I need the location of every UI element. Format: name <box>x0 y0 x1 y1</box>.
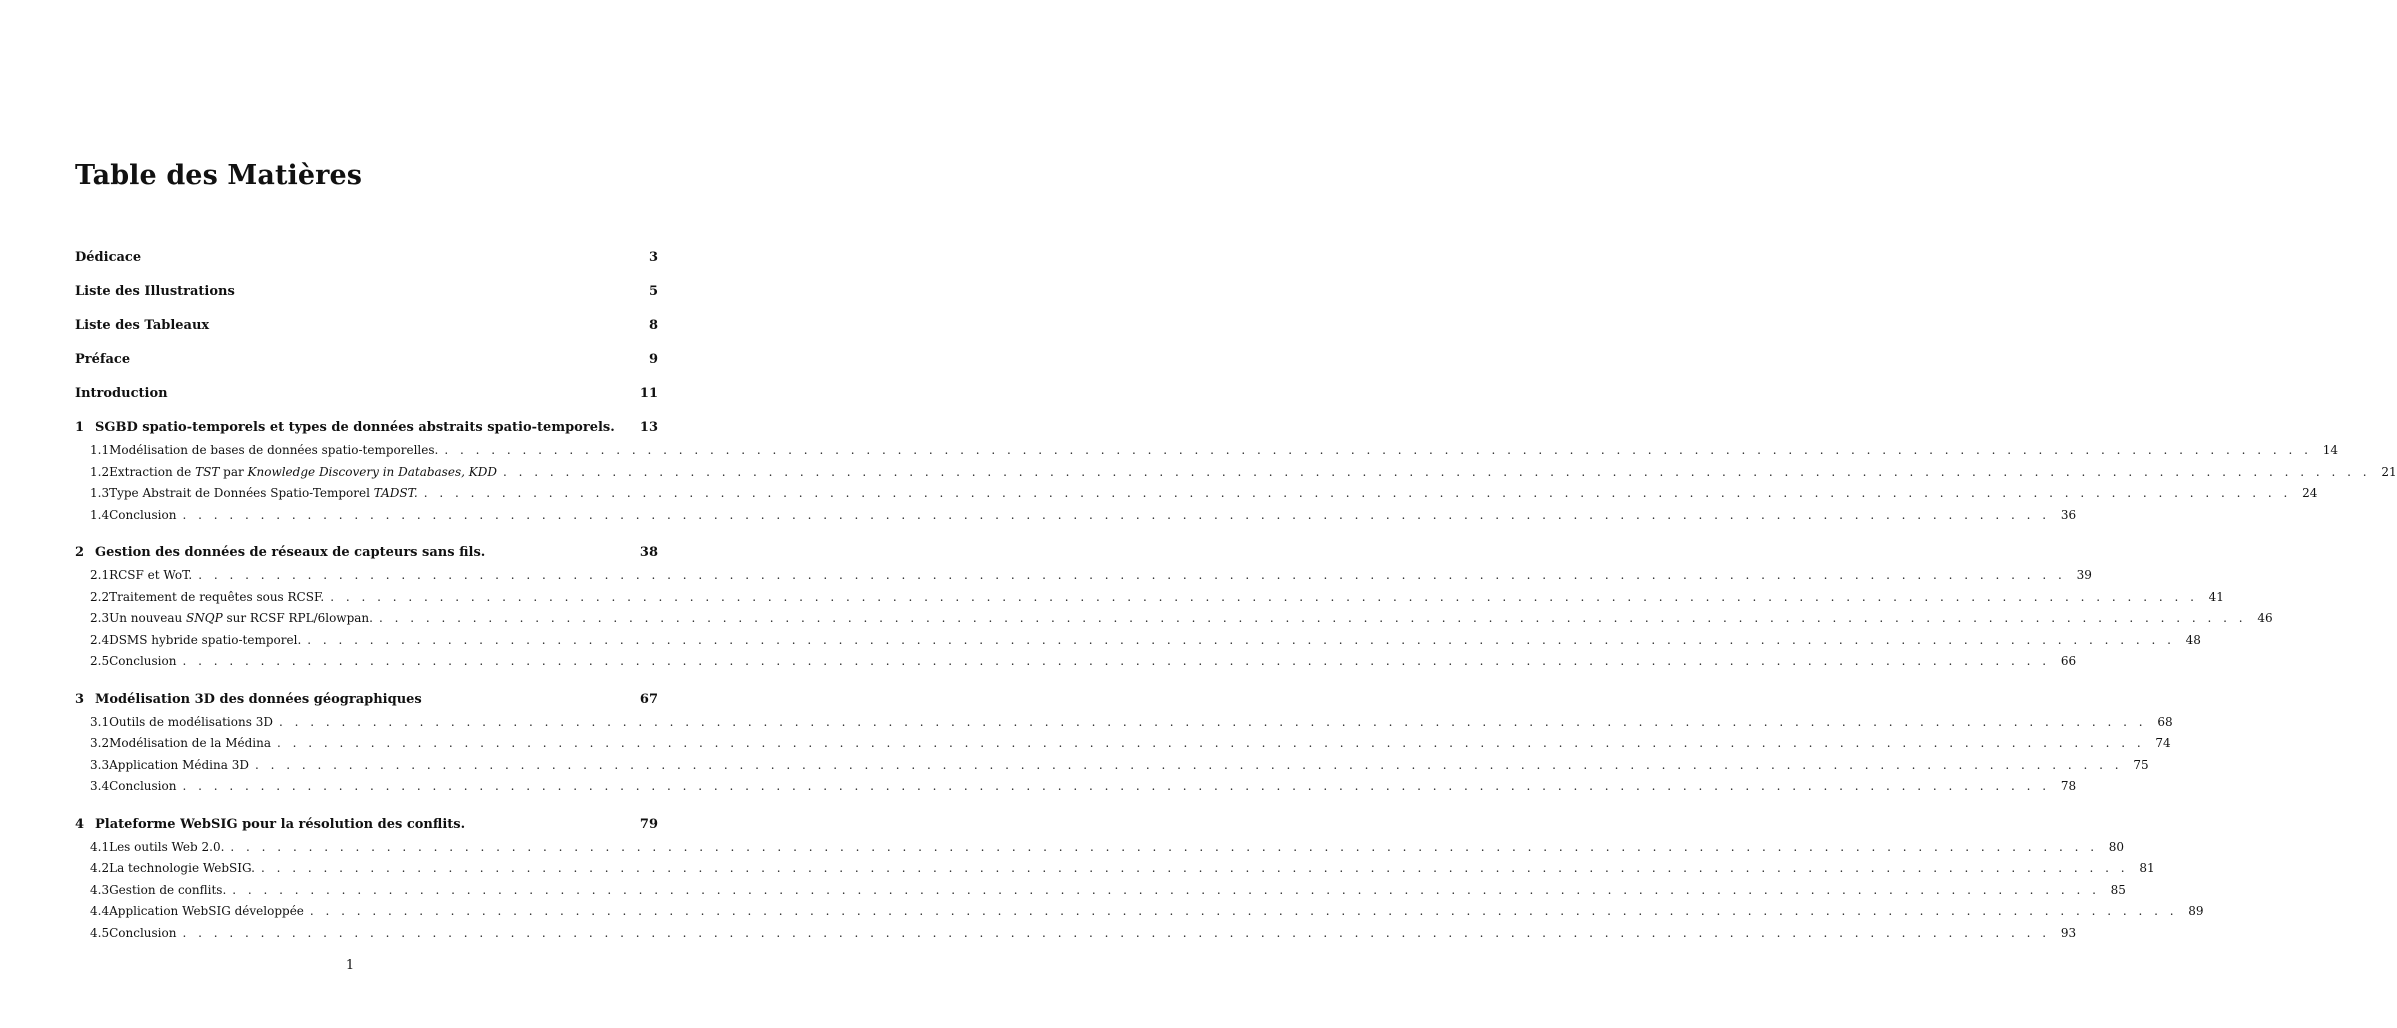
section-page: 81 <box>2139 861 2155 875</box>
section-page: 21 <box>2381 464 2397 479</box>
section-title-text: Conclusion <box>109 654 177 668</box>
page-title: Table des Matières <box>75 160 363 191</box>
section-number: 1.2 <box>90 464 110 479</box>
section-page: 68 <box>2157 714 2173 729</box>
toc-entry-preface[interactable] <box>75 352 658 386</box>
section-page: 36 <box>2060 507 2077 522</box>
section-title <box>109 590 324 604</box>
leader-dots: . . . . . . . . . . . . . . . . . . . . . . . . . . . . . . . . . . . . . . . . . . . . . . . . . . . . . . . . . . . . . . . . . . . . . . . . . . . . . . . . . . . . . . . . . . . . . . . . . . . . . . . . . . . . . . . . . . . . . . . . <box>278 714 2147 729</box>
section-number: 3.2 <box>90 736 110 750</box>
toc-entry-tableaux[interactable] <box>75 318 658 352</box>
leader-dots: . . . . . . . . . . . . . . . . . . . . . . . . . . . . . . . . . . . . . . . . . . . . . . . . . . . . . . . . . . . . . . . . . . . . . . . . . . . . . . . . . . . . . . . . . . . . . . . . . . . . . . . . . . . . . . . . . . . . . . . . <box>182 779 2051 793</box>
section-title-emphasis: TST <box>195 464 220 479</box>
table-of-contents <box>75 250 2397 947</box>
section-title <box>109 926 176 940</box>
section-page: 75 <box>2133 757 2149 772</box>
section-title-text: Les outils Web 2.0. <box>109 839 225 854</box>
leader-dots: . . . . . . . . . . . . . . . . . . . . . . . . . . . . . . . . . . . . . . . . . . . . . . . . . . . . . . . . . . . . . . . . . . . . . . . . . . . . . . . . . . . . . . . . . . . . . . . . . . . . . . . . . . . . . . . . . . . . . . . . <box>277 736 2145 750</box>
section-entry[interactable] <box>75 882 2126 905</box>
section-entry[interactable] <box>75 839 2125 862</box>
leader-dots: . . . . . . . . . . . . . . . . . . . . . . . . . . . . . . . . . . . . . . . . . . . . . . . . . . . . . . . . . . . . . . . . . . . . . . . . . . . . . . . . . . . . . . . . . . . . . . . . . . . . . . . . . . . . . . . . . . . . . . . . <box>309 904 2178 918</box>
leader-dots: . . . . . . . . . . . . . . . . . . . . . . . . . . . . . . . . . . . . . . . . . . . . . . . . . . . . . . . . . . . . . . . . . . . . . . . . . . . . . . . . . . . . . . . . . . . . . . . . . . . . . . . . . . . . . . . . . . . . . . . . <box>198 568 2066 582</box>
section-entry[interactable] <box>75 757 2149 780</box>
section-number: 2.4 <box>90 632 110 647</box>
toc-entry-page: 8 <box>648 318 658 333</box>
section-title <box>109 736 271 750</box>
leader-dots: . . . . . . . . . . . . . . . . . . . . . . . . . . . . . . . . . . . . . . . . . . . . . . . . . . . . . . . . . . . . . . . . . . . . . . . . . . . . . . . . . . . . . . . . . . . . . . . . . . . . . . . . . . . . . . . . . . . . . . . . <box>307 632 2175 647</box>
toc-entry-label: Introduction <box>75 386 168 401</box>
section-title <box>109 611 373 625</box>
chapter-spacer <box>75 529 658 545</box>
chapter-title: Modélisation 3D des données géographiques <box>95 691 422 707</box>
section-title <box>109 654 176 668</box>
section-number: 1.1 <box>90 443 110 457</box>
leader-dots: . . . . . . . . . . . . . . . . . . . . . . . . . . . . . . . . . . . . . . . . . . . . . . . . . . . . . . . . . . . . . . . . . . . . . . . . . . . . . . . . . . . . . . . . . . . . . . . . . . . . . . . . . . . . . . . . . . . . . . . . <box>182 654 2051 668</box>
section-title-text: RCSF et WoT. <box>109 568 193 582</box>
section-entry[interactable] <box>75 714 2173 737</box>
section-entry[interactable] <box>75 443 2338 465</box>
chapter-heading[interactable] <box>75 817 658 840</box>
section-page: 89 <box>2188 904 2204 918</box>
section-entry[interactable] <box>75 632 2201 655</box>
section-title <box>109 568 192 582</box>
chapter-number: 3 <box>75 691 85 707</box>
section-entry[interactable] <box>75 925 2077 948</box>
section-page: 93 <box>2060 925 2077 940</box>
section-number: 1.4 <box>90 507 110 522</box>
chapter-number: 1 <box>75 420 85 435</box>
section-title-text: Traitement de requêtes sous RCSF. <box>109 589 325 604</box>
section-title-text: Conclusion <box>109 507 177 522</box>
section-title-text: sur RCSF RPL/6lowpan. <box>222 611 373 625</box>
toc-entry-introduction[interactable] <box>75 386 658 420</box>
section-title-text: DSMS hybride spatio-temporel. <box>109 632 302 647</box>
toc-entry-label: Dédicace <box>75 250 142 265</box>
chapter-3 <box>75 691 2173 817</box>
section-title <box>109 758 249 772</box>
section-number: 2.1 <box>90 568 110 582</box>
section-entry[interactable] <box>75 486 2318 508</box>
toc-entry-page: 9 <box>648 352 658 367</box>
section-page: 46 <box>2257 611 2273 625</box>
section-entry[interactable] <box>75 611 2273 633</box>
chapter-2 <box>75 545 2273 692</box>
leader-dots: . . . . . . . . . . . . . . . . . . . . . . . . . . . . . . . . . . . . . . . . . . . . . . . . . . . . . . . . . . . . . . . . . . . . . . . . . . . . . . . . . . . . . . . . . . . . . . . . . . . . . . . . . . . . . . . . . . . . . . . . <box>330 589 2198 604</box>
leader-dots: . . . . . . . . . . . . . . . . . . . . . . . . . . . . . . . . . . . . . . . . . . . . . . . . . . . . . . . . . . . . . . . . . . . . . . . . . . . . . . . . . . . . . . . . . . . . . . . . . . . . . . . . . . . . . . . . . . . . . . . . <box>182 925 2051 940</box>
leader-dots: . . . . . . . . . . . . . . . . . . . . . . . . . . . . . . . . . . . . . . . . . . . . . . . . . . . . . . . . . . . . . . . . . . . . . . . . . . . . . . . . . . . . . . . . . . . . . . . . . . . . . . . . . . . . . . . . . . . . . . . . <box>423 486 2292 500</box>
section-number: 4.5 <box>90 925 110 940</box>
chapter-number: 4 <box>75 816 85 832</box>
section-title-text: Application WebSIG développée <box>109 904 304 918</box>
leader-dots: . . . . . . . . . . . . . . . . . . . . . . . . . . . . . . . . . . . . . . . . . . . . . . . . . . . . . . . . . . . . . . . . . . . . . . . . . . . . . . . . . . . . . . . . . . . . . . . . . . . . . . . . . . . . . . . . . . . . . . . . <box>444 443 2312 457</box>
section-number: 4.3 <box>90 882 110 897</box>
section-title <box>109 486 418 500</box>
chapter-heading[interactable] <box>75 420 658 443</box>
section-entry[interactable] <box>75 736 2171 758</box>
section-number: 4.2 <box>90 861 110 875</box>
section-title <box>109 840 224 854</box>
section-page: 39 <box>2076 568 2092 582</box>
section-entry[interactable] <box>75 861 2155 883</box>
section-title <box>109 715 273 729</box>
section-title-text: Conclusion <box>109 925 177 940</box>
chapter-page: 38 <box>639 545 658 560</box>
section-number: 2.5 <box>90 654 110 668</box>
section-title-text: Un nouveau <box>109 611 187 625</box>
section-number: 3.1 <box>90 714 110 729</box>
section-page: 24 <box>2302 486 2318 500</box>
toc-entry-page: 3 <box>648 250 658 265</box>
section-title <box>109 443 438 457</box>
section-number: 3.3 <box>90 757 110 772</box>
toc-entry-label: Préface <box>75 352 131 367</box>
toc-entry-illustrations[interactable] <box>75 284 658 318</box>
section-title <box>109 779 176 793</box>
chapter-spacer <box>75 801 658 817</box>
section-number: 1.3 <box>90 486 110 500</box>
section-title-text: Gestion de conflits. <box>109 882 227 897</box>
leader-dots: . . . . . . . . . . . . . . . . . . . . . . . . . . . . . . . . . . . . . . . . . . . . . . . . . . . . . . . . . . . . . . . . . . . . . . . . . . . . . . . . . . . . . . . . . . . . . . . . . . . . . . . . . . . . . . . . . . . . . . . . <box>182 507 2051 522</box>
section-title <box>109 508 176 522</box>
section-number: 4.1 <box>90 839 110 854</box>
section-page: 74 <box>2155 736 2171 750</box>
section-title <box>109 633 301 647</box>
section-title <box>109 465 497 479</box>
chapter-number: 2 <box>75 545 85 560</box>
section-title-text: La technologie WebSIG. <box>109 861 255 875</box>
page-number: 1 <box>345 958 355 973</box>
chapter-page: 67 <box>639 691 658 707</box>
section-page: 78 <box>2060 779 2077 793</box>
chapter-title: Gestion des données de réseaux de capteurs sans fils. <box>95 545 486 560</box>
section-entry[interactable] <box>75 654 2077 676</box>
leader-dots: . . . . . . . . . . . . . . . . . . . . . . . . . . . . . . . . . . . . . . . . . . . . . . . . . . . . . . . . . . . . . . . . . . . . . . . . . . . . . . . . . . . . . . . . . . . . . . . . . . . . . . . . . . . . . . . . . . . . . . . . <box>502 464 2371 479</box>
section-title <box>109 861 255 875</box>
toc-entry-label: Liste des Tableaux <box>75 318 210 333</box>
section-number: 3.4 <box>90 779 110 793</box>
section-title-text: Application Médina 3D <box>109 757 249 772</box>
chapter-4 <box>75 816 2204 948</box>
section-entry[interactable] <box>75 464 2397 487</box>
section-title-text: Extraction de <box>109 464 196 479</box>
leader-dots: . . . . . . . . . . . . . . . . . . . . . . . . . . . . . . . . . . . . . . . . . . . . . . . . . . . . . . . . . . . . . . . . . . . . . . . . . . . . . . . . . . . . . . . . . . . . . . . . . . . . . . . . . . . . . . . . . . . . . . . . <box>232 882 2100 897</box>
chapter-title: Plateforme WebSIG pour la résolution des conflits. <box>95 816 466 832</box>
toc-entry-page: 5 <box>648 284 658 299</box>
section-title-emphasis: TADST. <box>373 486 418 500</box>
section-page: 14 <box>2322 443 2338 457</box>
chapter-title: SGBD spatio-temporels et types de données abstraits spatio-temporels. <box>95 420 615 435</box>
chapter-heading[interactable] <box>75 692 658 715</box>
section-entry[interactable] <box>75 589 2224 612</box>
section-number: 2.2 <box>90 589 110 604</box>
section-page: 48 <box>2185 632 2201 647</box>
section-number: 2.3 <box>90 611 110 625</box>
section-entry[interactable] <box>75 568 2092 590</box>
section-title-emphasis: Knowledge Discovery in Databases, KDD <box>247 464 497 479</box>
section-title <box>109 883 226 897</box>
section-title-emphasis: SNQP <box>186 611 223 625</box>
section-entry[interactable] <box>75 507 2077 530</box>
section-entry[interactable] <box>75 779 2077 801</box>
toc-entry-label: Liste des Illustrations <box>75 284 235 299</box>
section-page: 66 <box>2060 654 2077 668</box>
leader-dots: . . . . . . . . . . . . . . . . . . . . . . . . . . . . . . . . . . . . . . . . . . . . . . . . . . . . . . . . . . . . . . . . . . . . . . . . . . . . . . . . . . . . . . . . . . . . . . . . . . . . . . . . . . . . . . . . . . . . . . . . <box>254 757 2123 772</box>
section-title-text: Conclusion <box>109 779 177 793</box>
leader-dots: . . . . . . . . . . . . . . . . . . . . . . . . . . . . . . . . . . . . . . . . . . . . . . . . . . . . . . . . . . . . . . . . . . . . . . . . . . . . . . . . . . . . . . . . . . . . . . . . . . . . . . . . . . . . . . . . . . . . . . . . <box>378 611 2247 625</box>
section-title-text: par <box>219 464 248 479</box>
chapter-page: 79 <box>639 816 658 832</box>
section-title-text: Modélisation de bases de données spatio-temporelles. <box>109 443 439 457</box>
leader-dots: . . . . . . . . . . . . . . . . . . . . . . . . . . . . . . . . . . . . . . . . . . . . . . . . . . . . . . . . . . . . . . . . . . . . . . . . . . . . . . . . . . . . . . . . . . . . . . . . . . . . . . . . . . . . . . . . . . . . . . . . <box>230 839 2099 854</box>
section-title-text: Modélisation de la Médina <box>109 736 271 750</box>
chapter-spacer <box>75 676 658 692</box>
section-title-text: Outils de modélisations 3D <box>109 714 273 729</box>
section-title-text: Type Abstrait de Données Spatio-Temporel <box>109 486 374 500</box>
section-number: 4.4 <box>90 904 110 918</box>
leader-dots: . . . . . . . . . . . . . . . . . . . . . . . . . . . . . . . . . . . . . . . . . . . . . . . . . . . . . . . . . . . . . . . . . . . . . . . . . . . . . . . . . . . . . . . . . . . . . . . . . . . . . . . . . . . . . . . . . . . . . . . . <box>260 861 2129 875</box>
chapter-heading[interactable] <box>75 545 658 568</box>
toc-entry-page: 11 <box>639 386 658 401</box>
chapter-list <box>75 420 2397 947</box>
section-page: 80 <box>2108 839 2125 854</box>
section-page: 41 <box>2208 589 2224 604</box>
chapter-1 <box>75 420 2397 545</box>
chapter-page: 13 <box>639 420 658 435</box>
section-title <box>109 904 304 918</box>
section-entry[interactable] <box>75 904 2204 926</box>
toc-entry-dedicace[interactable] <box>75 250 658 284</box>
section-page: 85 <box>2110 882 2126 897</box>
